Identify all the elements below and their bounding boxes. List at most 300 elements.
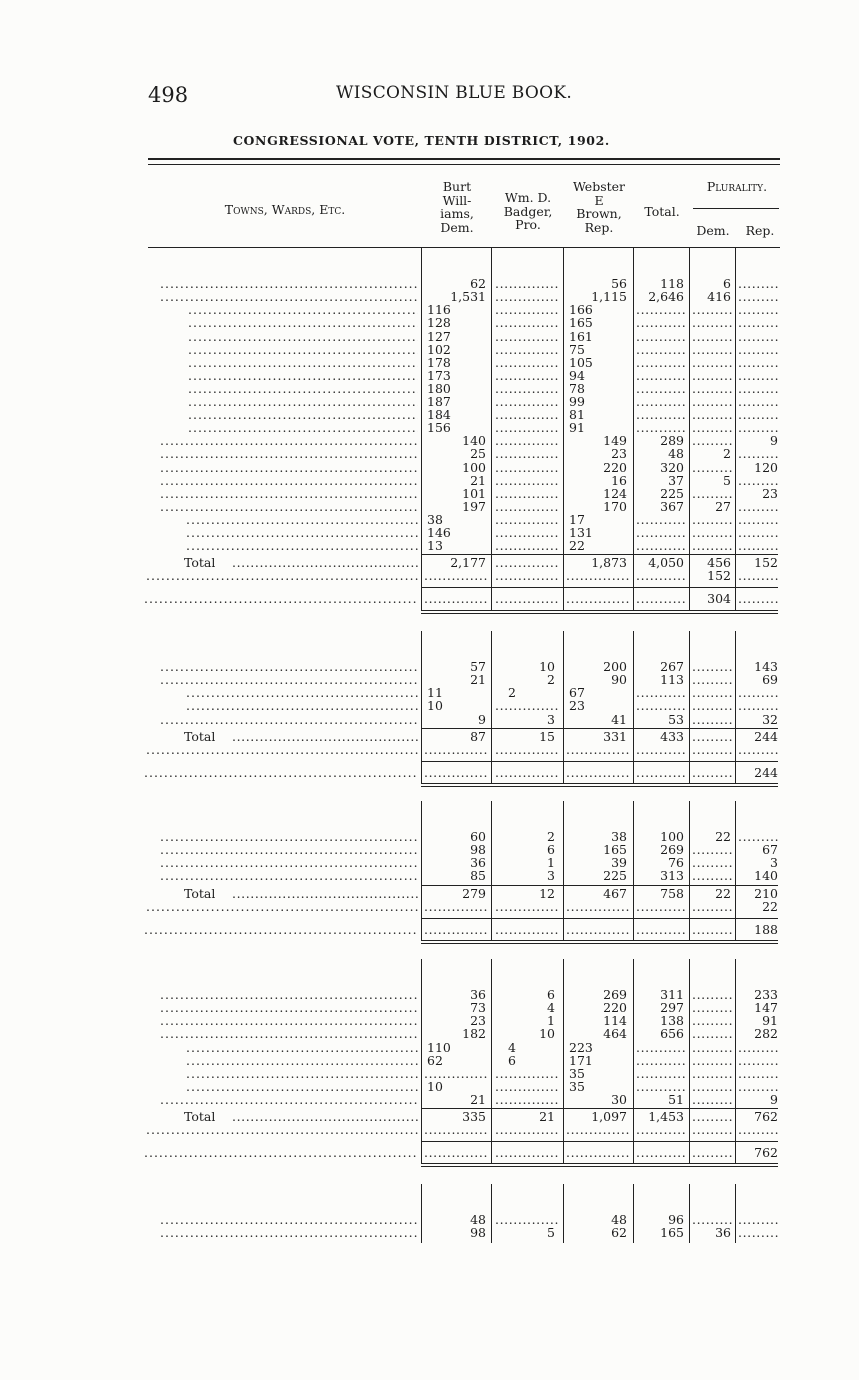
leader-dots <box>636 395 686 408</box>
column-rule <box>421 801 422 940</box>
leader-dots <box>692 526 732 539</box>
cell-value: 21 <box>470 672 486 688</box>
row-label <box>160 988 418 1001</box>
cell-value: 16 <box>611 472 627 488</box>
plurality-rule <box>693 208 779 209</box>
cell-value: 118 <box>660 276 684 292</box>
leader-dots <box>738 343 778 356</box>
section-end-rule <box>421 783 778 784</box>
cell-value: 23 <box>470 1013 486 1029</box>
row-label <box>160 660 418 673</box>
cell-value: 147 <box>754 1000 778 1016</box>
leader-dots <box>692 869 732 882</box>
cell-value: 433 <box>660 728 684 744</box>
leader-dots <box>424 1123 488 1136</box>
cell-value: 1,097 <box>591 1109 627 1124</box>
column-rule <box>633 801 634 940</box>
cell-value: 367 <box>660 498 684 514</box>
cell-value: 62 <box>611 1225 627 1241</box>
total-label: Total <box>184 555 216 571</box>
row-label <box>160 290 418 303</box>
leader-dots <box>692 421 732 434</box>
leader-dots <box>424 923 488 936</box>
cell-value: 304 <box>707 591 731 607</box>
row-label <box>186 1041 418 1054</box>
leader-dots <box>692 730 732 743</box>
cell-value: 53 <box>668 711 684 727</box>
leader-dots <box>495 343 560 356</box>
cell-value: 41 <box>611 711 627 727</box>
total-label: Total <box>184 885 216 901</box>
row-label <box>186 539 418 552</box>
leader-dots <box>738 369 778 382</box>
leader-dots <box>424 1067 488 1080</box>
leader-dots <box>692 1014 732 1027</box>
cell-value: 23 <box>762 485 778 501</box>
cell-value: 6 <box>723 276 731 292</box>
cell-value: 3 <box>547 711 555 727</box>
leader-dots <box>692 343 732 356</box>
cell-value: 48 <box>668 446 684 462</box>
leader-dots <box>495 1123 560 1136</box>
column-rule <box>689 801 690 940</box>
leader-dots <box>636 900 686 913</box>
cell-value: 128 <box>427 315 451 331</box>
col-header-williams-line: iams, <box>440 206 474 221</box>
cell-value: 4 <box>547 1000 555 1016</box>
leader-dots <box>738 277 778 290</box>
cell-value: 127 <box>427 328 451 344</box>
leader-dots <box>636 343 686 356</box>
column-rule <box>633 959 634 1163</box>
cell-value: 1,873 <box>591 555 627 571</box>
cell-value: 2,177 <box>450 555 486 571</box>
cell-value: 91 <box>569 420 585 436</box>
leader-dots <box>692 843 732 856</box>
cell-value: 656 <box>660 1026 684 1042</box>
section-end-rule <box>421 943 778 944</box>
cell-value: 12 <box>539 885 555 901</box>
leader-dots <box>636 526 686 539</box>
row-label <box>188 382 418 395</box>
cell-value: 10 <box>539 1026 555 1042</box>
cell-value: 105 <box>569 354 593 370</box>
col-header-brown <box>565 180 633 234</box>
leader-dots <box>566 1146 630 1159</box>
column-rule <box>633 1184 634 1243</box>
header-bottom-rule <box>148 247 780 248</box>
leader-dots <box>738 1213 778 1226</box>
col-header-williams-line: Dem. <box>440 219 474 235</box>
cell-value: 220 <box>603 1000 627 1016</box>
cell-value: 21 <box>470 1091 486 1107</box>
cell-value: 36 <box>715 1225 731 1241</box>
leader-dots <box>495 556 560 569</box>
col-header-williams <box>424 180 490 234</box>
leader-dots <box>424 766 488 779</box>
leader-dots <box>424 569 488 582</box>
net-rule <box>421 761 778 762</box>
cell-value: 2 <box>547 672 555 688</box>
cell-value: 38 <box>611 829 627 845</box>
cell-value: 17 <box>569 511 585 527</box>
section-end-rule <box>421 940 778 941</box>
cell-value: 39 <box>611 855 627 871</box>
cell-value: 32 <box>762 711 778 727</box>
cell-value: 124 <box>603 485 627 501</box>
leader-dots <box>495 447 560 460</box>
cell-value: 146 <box>427 525 451 540</box>
cell-value: 173 <box>427 367 451 383</box>
row-label <box>186 1054 418 1067</box>
leader-dots <box>692 900 732 913</box>
cell-value: 6 <box>547 842 555 858</box>
cell-value: 110 <box>427 1039 451 1055</box>
cell-value: 1,115 <box>591 289 627 305</box>
cell-value: 27 <box>715 498 731 514</box>
leader-dots <box>636 569 686 582</box>
cell-value: 223 <box>569 1039 593 1055</box>
cell-value: 225 <box>660 485 684 501</box>
cell-value: 81 <box>569 407 585 423</box>
cell-value: 98 <box>470 842 486 858</box>
leader-dots <box>495 500 560 513</box>
col-header-williams-line: Burt <box>442 179 472 194</box>
leader-dots <box>692 660 732 673</box>
cell-value: 187 <box>427 394 451 409</box>
cell-value: 5 <box>547 1225 555 1241</box>
cell-value: 1,531 <box>450 289 486 305</box>
row-label <box>186 686 418 699</box>
leader-dots <box>692 1054 732 1067</box>
leader-dots <box>738 1054 778 1067</box>
leader-dots <box>495 1213 560 1226</box>
leader-dots <box>738 382 778 395</box>
leader-dots <box>738 1080 778 1093</box>
leader-dots <box>636 766 686 779</box>
leader-dots <box>495 487 560 500</box>
leader-dots <box>692 1001 732 1014</box>
column-rule <box>563 801 564 940</box>
row-label <box>186 526 418 539</box>
leader-dots <box>738 1041 778 1054</box>
leader-dots <box>738 592 778 605</box>
cell-value: 21 <box>470 472 486 488</box>
column-rule <box>689 247 690 610</box>
cell-value: 57 <box>470 659 486 675</box>
cell-value: 23 <box>611 446 627 462</box>
cell-value: 279 <box>462 885 486 901</box>
col-header-total: Total. <box>644 204 680 219</box>
leader-dots <box>738 743 778 756</box>
cell-value: 75 <box>569 341 585 357</box>
row-label <box>186 699 418 712</box>
row-label <box>186 1080 418 1093</box>
cell-value: 23 <box>569 698 585 714</box>
cell-value: 96 <box>668 1212 684 1228</box>
cell-value: 4 <box>508 1039 516 1055</box>
row-label <box>188 330 418 343</box>
leader-dots <box>232 1110 418 1123</box>
leader-dots <box>692 461 732 474</box>
cell-value: 69 <box>762 672 778 688</box>
cell-value: 282 <box>754 1026 778 1042</box>
row-label <box>160 673 418 686</box>
leader-dots <box>495 513 560 526</box>
cell-value: 78 <box>569 380 585 396</box>
cell-value: 87 <box>470 728 486 744</box>
col-header-brown-line: Brown, <box>576 206 622 221</box>
cell-value: 269 <box>603 987 627 1003</box>
cell-value: 161 <box>569 328 593 344</box>
cell-value: 60 <box>470 829 486 845</box>
cell-value: 1 <box>547 1013 555 1029</box>
cell-value: 152 <box>707 568 731 584</box>
leader-dots <box>738 1123 778 1136</box>
leader-dots <box>738 290 778 303</box>
cell-value: 25 <box>470 446 486 462</box>
cell-value: 13 <box>427 538 443 554</box>
plurality-label <box>146 1123 418 1136</box>
leader-dots <box>692 1110 732 1123</box>
leader-dots <box>566 766 630 779</box>
net-rule <box>421 1141 778 1142</box>
leader-dots <box>738 356 778 369</box>
cell-value: 98 <box>470 1225 486 1241</box>
cell-value: 1,453 <box>648 1109 684 1124</box>
leader-dots <box>692 713 732 726</box>
row-label <box>160 843 418 856</box>
cell-value: 269 <box>660 842 684 858</box>
leader-dots <box>495 395 560 408</box>
leader-dots <box>692 1213 732 1226</box>
cell-value: 6 <box>508 1052 516 1068</box>
cell-value: 320 <box>660 459 684 475</box>
leader-dots <box>636 699 686 712</box>
row-label <box>160 1001 418 1014</box>
row-label <box>188 316 418 329</box>
net-rule <box>421 587 778 588</box>
cell-value: 5 <box>723 472 731 488</box>
col-header-badger-line: Pro. <box>515 217 541 232</box>
cell-value: 9 <box>770 1091 778 1107</box>
column-rule <box>421 959 422 1163</box>
col-header-badger-line: Badger, <box>503 203 553 219</box>
cell-value: 99 <box>569 394 585 409</box>
row-label <box>186 513 418 526</box>
cell-value: 225 <box>603 868 627 884</box>
leader-dots <box>692 743 732 756</box>
col-header-badger <box>493 191 563 232</box>
leader-dots <box>738 303 778 316</box>
column-rule <box>735 1184 736 1243</box>
leader-dots <box>636 1123 686 1136</box>
leader-dots <box>738 421 778 434</box>
cell-value: 22 <box>569 538 585 554</box>
row-label <box>160 500 418 513</box>
cell-value: 182 <box>462 1026 486 1042</box>
net-rule <box>421 918 778 919</box>
cell-value: 35 <box>569 1078 585 1094</box>
col-header-brown-line: Rep. <box>584 219 614 235</box>
leader-dots <box>566 592 630 605</box>
leader-dots <box>566 1123 630 1136</box>
leader-dots <box>692 539 732 552</box>
column-rule <box>735 801 736 940</box>
leader-dots <box>692 988 732 1001</box>
cell-value: 85 <box>470 868 486 884</box>
cell-value: 233 <box>754 987 778 1003</box>
cell-value: 36 <box>470 987 486 1003</box>
leader-dots <box>692 1093 732 1106</box>
row-label <box>188 395 418 408</box>
cell-value: 335 <box>462 1109 486 1124</box>
leader-dots <box>636 1146 686 1159</box>
leader-dots <box>692 1080 732 1093</box>
cell-value: 9 <box>478 711 486 727</box>
cell-value: 156 <box>427 420 451 436</box>
column-rule <box>689 959 690 1163</box>
col-header-brown-line: E <box>594 192 604 208</box>
leader-dots <box>495 1080 560 1093</box>
row-label <box>160 856 418 869</box>
leader-dots <box>495 382 560 395</box>
column-rule <box>421 1184 422 1243</box>
cell-value: 165 <box>603 842 627 858</box>
leader-dots <box>566 923 630 936</box>
leader-dots <box>738 686 778 699</box>
cell-value: 467 <box>603 885 627 901</box>
leader-dots <box>495 592 560 605</box>
row-label <box>160 1027 418 1040</box>
leader-dots <box>692 395 732 408</box>
leader-dots <box>495 923 560 936</box>
leader-dots <box>636 303 686 316</box>
column-rule <box>421 247 422 610</box>
leader-dots <box>636 513 686 526</box>
book-title: WISCONSIN BLUE BOOK. <box>336 83 573 103</box>
cell-value: 197 <box>462 498 486 514</box>
leader-dots <box>495 1146 560 1159</box>
leader-dots <box>738 1067 778 1080</box>
cell-value: 165 <box>660 1225 684 1241</box>
leader-dots <box>738 699 778 712</box>
column-rule <box>689 631 690 783</box>
column-rule <box>491 959 492 1163</box>
col-header-dem: Dem. <box>696 223 730 238</box>
leader-dots <box>495 421 560 434</box>
cell-value: 36 <box>470 855 486 871</box>
section-end-rule <box>421 1163 778 1164</box>
leader-dots <box>424 592 488 605</box>
leader-dots <box>692 513 732 526</box>
cell-value: 22 <box>762 898 778 914</box>
column-rule <box>735 631 736 783</box>
leader-dots <box>692 487 732 500</box>
leader-dots <box>566 743 630 756</box>
plurality-label <box>146 900 418 913</box>
cell-value: 62 <box>470 276 486 292</box>
cell-value: 143 <box>754 659 778 675</box>
row-label <box>160 474 418 487</box>
net-plurality-label <box>144 923 418 936</box>
cell-value: 170 <box>603 498 627 514</box>
cell-value: 48 <box>611 1212 627 1228</box>
net-plurality-label <box>144 766 418 779</box>
plurality-label <box>146 743 418 756</box>
cell-value: 10 <box>427 1078 443 1094</box>
leader-dots <box>636 421 686 434</box>
row-label <box>160 1093 418 1106</box>
row-label <box>160 830 418 843</box>
cell-value: 76 <box>668 855 684 871</box>
cell-value: 289 <box>660 433 684 449</box>
column-rule <box>491 631 492 783</box>
cell-value: 311 <box>660 987 684 1003</box>
leader-dots <box>636 356 686 369</box>
leader-dots <box>232 887 418 900</box>
cell-value: 4,050 <box>648 555 684 571</box>
row-label <box>188 421 418 434</box>
leader-dots <box>738 1226 778 1239</box>
row-label <box>160 713 418 726</box>
leader-dots <box>692 330 732 343</box>
leader-dots <box>495 330 560 343</box>
col-header-towns: Towns, Wards, Etc. <box>224 202 346 217</box>
leader-dots <box>495 303 560 316</box>
cell-value: 3 <box>770 855 778 871</box>
cell-value: 101 <box>462 485 486 501</box>
cell-value: 94 <box>569 367 585 383</box>
leader-dots <box>495 539 560 552</box>
cell-value: 114 <box>603 1013 627 1029</box>
column-rule <box>735 247 736 610</box>
leader-dots <box>495 369 560 382</box>
row-label <box>188 343 418 356</box>
cell-value: 62 <box>427 1052 443 1068</box>
leader-dots <box>636 1041 686 1054</box>
cell-value: 220 <box>603 459 627 475</box>
leader-dots <box>636 330 686 343</box>
leader-dots <box>636 743 686 756</box>
cell-value: 200 <box>603 659 627 675</box>
column-rule <box>563 631 564 783</box>
column-rule <box>563 959 564 1163</box>
cell-value: 184 <box>427 407 451 423</box>
cell-value: 138 <box>660 1013 684 1029</box>
net-plurality-label <box>144 1146 418 1159</box>
cell-value: 2 <box>508 685 516 701</box>
section-end-rule <box>421 613 778 614</box>
leader-dots <box>636 316 686 329</box>
leader-dots <box>692 686 732 699</box>
leader-dots <box>692 766 732 779</box>
leader-dots <box>495 1067 560 1080</box>
leader-dots <box>424 743 488 756</box>
cell-value: 10 <box>539 659 555 675</box>
cell-value: 140 <box>462 433 486 449</box>
row-label <box>160 869 418 882</box>
leader-dots <box>495 461 560 474</box>
leader-dots <box>692 356 732 369</box>
leader-dots <box>692 1067 732 1080</box>
leader-dots <box>495 434 560 447</box>
leader-dots <box>692 303 732 316</box>
cell-value: 762 <box>754 1109 778 1124</box>
leader-dots <box>692 1146 732 1159</box>
section-end-rule <box>421 786 778 787</box>
cell-value: 464 <box>603 1026 627 1042</box>
